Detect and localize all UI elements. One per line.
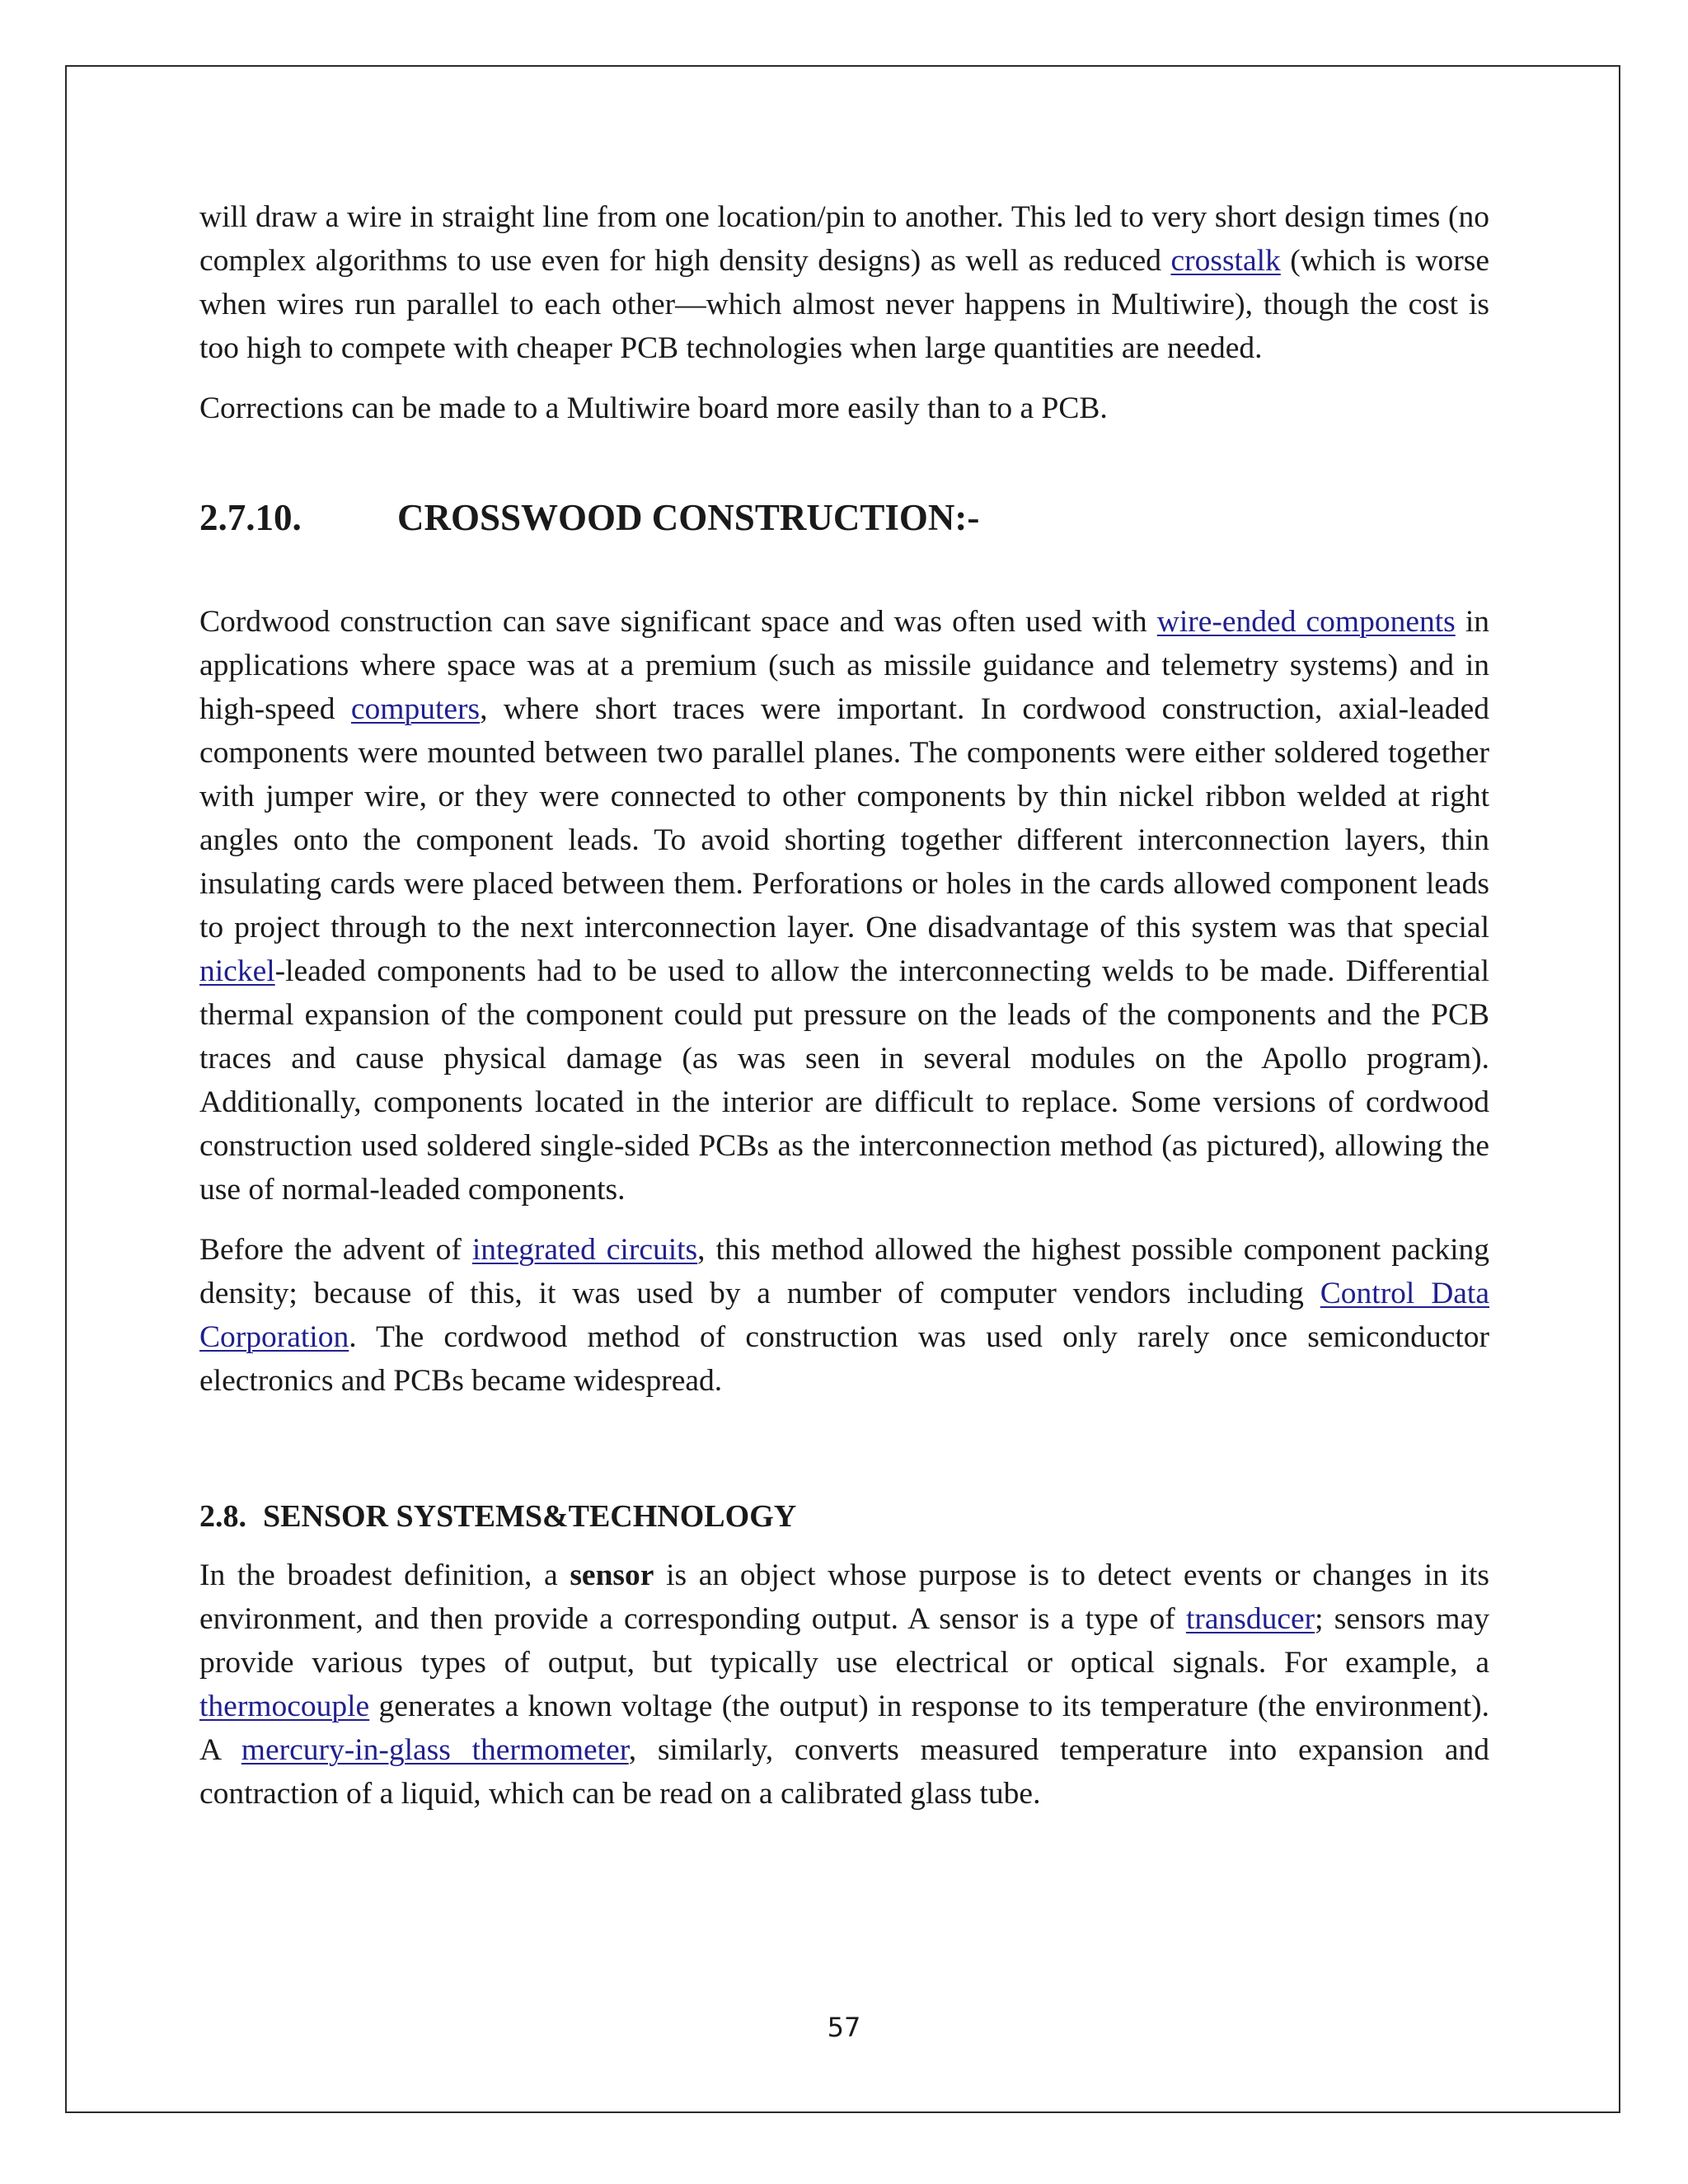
text-run: generates a known voltage (the output) in response to its temperature (the environment). A — [199, 1690, 1489, 1767]
paragraph-corrections: Corrections can be made to a Multiwire board more easily than to a PCB. — [199, 391, 1108, 425]
page-content — [199, 195, 1489, 1816]
link-integrated-circuits[interactable]: integrated circuits — [471, 1233, 698, 1267]
page-number: 57 — [827, 2012, 861, 2043]
text-run: (which is worse when wires run parallel to each other—which almost never happens in Multiwire), though the cost is too high to compete with cheaper PCB technologies when large quantities are needed. — [199, 244, 1489, 365]
bold-term-sensor: sensor — [570, 1558, 654, 1592]
section-title: SENSOR SYSTEMS&TECHNOLOGY — [263, 1499, 797, 1534]
text-run: is an object whose purpose is to detect events or changes in its environment, and then provide a corresponding output. A sensor is a type of — [199, 1558, 1489, 1636]
text-run: Cordwood construction can save significant space and was often used with — [199, 605, 1157, 639]
text-run: ; sensors may provide various types of output, but typically use electrical or optical signals. For example, a — [199, 1602, 1489, 1680]
text-run: In the broadest definition, a — [199, 1558, 570, 1592]
link-thermocouple[interactable]: thermocouple — [199, 1690, 370, 1723]
link-mercury-in-glass-thermometer[interactable]: mercury-in-glass thermometer — [241, 1733, 629, 1767]
text-run: -leaded components had to be used to allow the interconnecting welds to be made. Differential thermal expansion of the component could put pressure on the leads of the components and the PCB traces and cause physical damage (as was seen in several modules on the Apollo program). Additionally, components located in the interior are difficult to replace. Some versions of cordwood construction used soldered single-sided PCBs as the interconnection method (as pictured), allowing the use of normal-leaded components. — [199, 954, 1489, 1207]
text-run: , where short traces were important. In cordwood construction, axial-leaded components were mounted between two parallel planes. The components were either soldered together with jumper wire, or they were connected to other components by thin nickel ribbon welded at right angles onto the component leads. To avoid shorting together different interconnection layers, thin insulating cards were placed between them. Perforations or holes in the cards allowed component leads to project through to the next interconnection layer. One disadvantage of this system was that special — [199, 692, 1489, 944]
paragraph-cordwood — [199, 600, 1489, 1212]
link-transducer[interactable]: transducer — [1185, 1602, 1315, 1636]
heading-crosswood-construction — [199, 494, 1489, 541]
section-number: 2.8. — [199, 1499, 246, 1534]
text-run: , this method allowed the highest possible component packing density; because of this, it was used by a number of computer vendors including — [199, 1233, 1489, 1310]
text-run: will draw a wire in straight line from one location/pin to another. This led to very short design times (no complex algorithms to use even for high density designs) as well as reduced — [199, 200, 1489, 278]
heading-sensor-systems — [199, 1496, 1489, 1537]
section-title: CROSSWOOD CONSTRUCTION:- — [397, 497, 980, 538]
section-number: 2.7.10. — [199, 497, 302, 538]
link-wire-ended-components[interactable]: wire-ended components — [1156, 605, 1456, 639]
paragraph-sensor-definition — [199, 1554, 1489, 1816]
text-run: in applications where space was at a premium (such as missile guidance and telemetry systems) and in high-speed — [199, 605, 1490, 726]
paragraph-integrated-circuits — [199, 1228, 1489, 1403]
link-nickel[interactable]: nickel — [199, 954, 275, 988]
text-run: . The cordwood method of construction was used only rarely once semiconductor electronics and PCBs became widespread. — [199, 1320, 1489, 1398]
paragraph-multiwire — [199, 195, 1489, 370]
link-crosstalk[interactable]: crosstalk — [1170, 244, 1281, 278]
text-run: Before the advent of — [199, 1233, 472, 1267]
link-control-data-corporation[interactable]: Control Data Corporation — [199, 1277, 1489, 1354]
text-run: , similarly, converts measured temperature into expansion and contraction of a liquid, which can be read on a calibrated glass tube. — [199, 1733, 1489, 1811]
link-computers[interactable]: computers — [350, 692, 481, 726]
